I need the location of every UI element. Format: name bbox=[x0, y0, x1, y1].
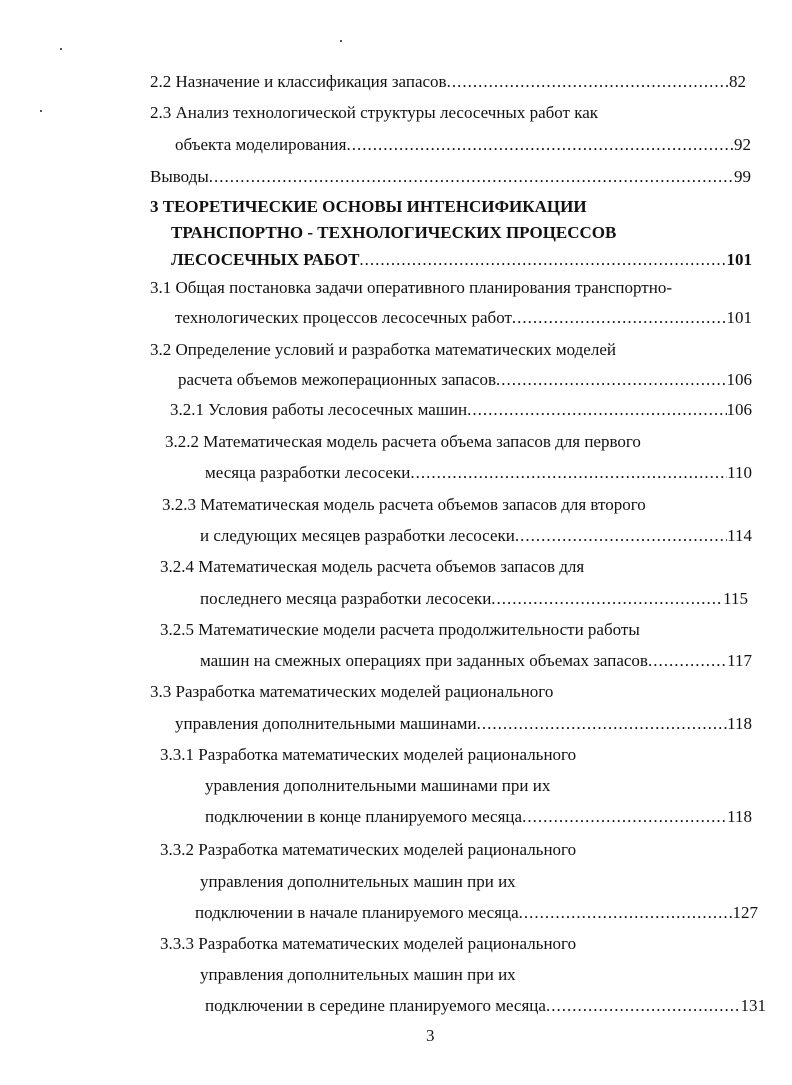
toc-entry-title: месяца разработки лесосеки bbox=[205, 463, 411, 482]
scan-speck bbox=[340, 40, 342, 42]
toc-entry-page: 115 bbox=[723, 589, 748, 608]
toc-entry: 3.2.2 Математическая модель расчета объема запасов для первого bbox=[165, 432, 641, 451]
toc-entry bbox=[200, 589, 748, 609]
toc-entry-title: технологических процессов лесосечных работ bbox=[175, 308, 512, 327]
toc-entry-page: 118 bbox=[727, 714, 752, 733]
toc-entry-page: 101 bbox=[726, 308, 752, 327]
chapter-heading bbox=[171, 250, 752, 270]
toc-entry-title: управления дополнительными машинами bbox=[175, 714, 477, 733]
chapter-heading: 3 ТЕОРЕТИЧЕСКИЕ ОСНОВЫ ИНТЕНСИФИКАЦИИ bbox=[150, 197, 587, 216]
toc-entry bbox=[205, 463, 752, 483]
toc-entry: 3.3 Разработка математических моделей рационального bbox=[150, 682, 554, 701]
toc-entry-page: 99 bbox=[734, 167, 751, 186]
toc-entry bbox=[200, 651, 752, 671]
toc-entry-page: 106 bbox=[726, 400, 752, 419]
toc-entry bbox=[175, 135, 751, 155]
toc-entry-page: 118 bbox=[727, 807, 752, 826]
dot-leader bbox=[522, 807, 727, 827]
toc-entry: 2.3 Анализ технологической структуры лесосечных работ как bbox=[150, 103, 599, 122]
toc-entry bbox=[205, 807, 752, 827]
dot-leader bbox=[496, 370, 726, 390]
toc-entry-page: 110 bbox=[727, 463, 752, 482]
dot-leader bbox=[209, 167, 734, 187]
toc-entry-title: последнего месяца разработки лесосеки bbox=[200, 589, 492, 608]
toc-entry-title: подключении в конце планируемого месяца bbox=[205, 807, 523, 826]
toc-entry bbox=[175, 714, 752, 734]
toc-entry bbox=[200, 526, 752, 546]
scan-speck bbox=[40, 110, 42, 112]
toc-entry: 3.2.4 Математическая модель расчета объемов запасов для bbox=[160, 557, 585, 576]
toc-entry-page: 117 bbox=[727, 651, 752, 670]
toc-entry-title: подключении в середине планируемого месяца bbox=[205, 996, 546, 1015]
toc-entry-title: ЛЕСОСЕЧНЫХ РАБОТ bbox=[171, 250, 360, 269]
page-number: 3 bbox=[426, 1026, 435, 1045]
toc-entry: управления дополнительных машин при их bbox=[200, 872, 516, 891]
toc-entry-title: подключении в начале планируемого месяца bbox=[195, 903, 519, 922]
toc-entry bbox=[195, 903, 758, 923]
toc-entry-title: 2.2 Назначение и классификация запасов bbox=[150, 72, 447, 91]
scan-speck bbox=[60, 48, 62, 50]
dot-leader bbox=[491, 589, 723, 609]
dot-leader bbox=[648, 651, 727, 671]
toc-entry-page: 82 bbox=[729, 72, 746, 91]
toc-entry bbox=[150, 167, 751, 187]
toc-entry: 3.2.5 Математические модели расчета продолжительности работы bbox=[160, 620, 640, 639]
toc-entry bbox=[175, 308, 752, 328]
dot-leader bbox=[346, 135, 734, 155]
toc-entry-title: расчета объемов межоперационных запасов bbox=[178, 370, 497, 389]
toc-entry: 3.3.2 Разработка математических моделей рационального bbox=[160, 840, 577, 859]
dot-leader bbox=[512, 308, 727, 328]
dot-leader bbox=[519, 903, 733, 923]
toc-entry: 3.3.1 Разработка математических моделей рационального bbox=[160, 745, 577, 764]
dot-leader bbox=[410, 463, 727, 483]
toc-entry: уравления дополнительными машинами при их bbox=[205, 776, 551, 795]
dot-leader bbox=[467, 400, 726, 420]
dot-leader bbox=[447, 72, 729, 92]
toc-entry-title: и следующих месяцев разработки лесосеки bbox=[200, 526, 515, 545]
toc-entry: управления дополнительных машин при их bbox=[200, 965, 516, 984]
toc-entry-title: объекта моделирования bbox=[175, 135, 347, 154]
toc-entry-title: Выводы bbox=[150, 167, 209, 186]
toc-entry-title: 3.2.1 Условия работы лесосечных машин bbox=[170, 400, 468, 419]
dot-leader bbox=[477, 714, 727, 734]
toc-entry-page: 92 bbox=[734, 135, 751, 154]
toc-entry: 3.2.3 Математическая модель расчета объемов запасов для второго bbox=[162, 495, 646, 514]
toc-entry-page: 127 bbox=[732, 903, 758, 922]
toc-entry: 3.1 Общая постановка задачи оперативного планирования транспортно- bbox=[150, 278, 672, 297]
chapter-heading: ТРАНСПОРТНО - ТЕХНОЛОГИЧЕСКИХ ПРОЦЕССОВ bbox=[171, 223, 617, 242]
toc-entry bbox=[150, 72, 746, 92]
toc-entry-page: 131 bbox=[740, 996, 766, 1015]
toc-entry-page: 114 bbox=[727, 526, 752, 545]
dot-leader bbox=[359, 250, 726, 270]
toc-entry: 3.2 Определение условий и разработка математических моделей bbox=[150, 340, 616, 359]
toc-entry bbox=[170, 400, 752, 420]
toc-entry: 3.3.3 Разработка математических моделей рационального bbox=[160, 934, 577, 953]
dot-leader bbox=[546, 996, 741, 1016]
toc-entry bbox=[205, 996, 766, 1016]
toc-entry-page: 106 bbox=[726, 370, 752, 389]
dot-leader bbox=[515, 526, 727, 546]
toc-entry bbox=[178, 370, 752, 390]
toc-entry-page: 101 bbox=[726, 250, 752, 269]
toc-entry-title: машин на смежных операциях при заданных объемах запасов bbox=[200, 651, 648, 670]
